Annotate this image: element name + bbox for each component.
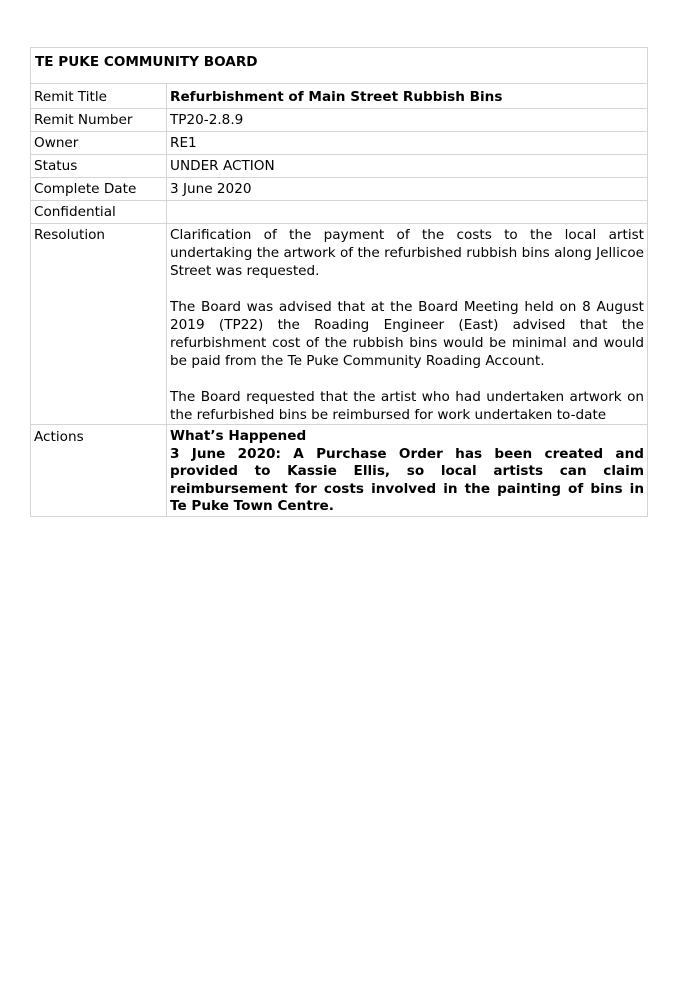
- complete-date-value: 3 June 2020: [167, 178, 648, 201]
- remit-title-value: Refurbishment of Main Street Rubbish Bins: [167, 84, 648, 109]
- remit-number-row: [31, 109, 648, 132]
- remit-title-row: [31, 84, 648, 109]
- resolution-value: [167, 224, 648, 425]
- confidential-label: Confidential: [31, 201, 167, 224]
- complete-date-row: [31, 178, 648, 201]
- board-title: TE PUKE COMMUNITY BOARD: [31, 48, 648, 84]
- confidential-row: [31, 201, 648, 224]
- resolution-paragraph: The Board was advised that at the Board Meeting held on 8 August 2019 (TP22) the Roading Engineer (East) advised that the refurbishment cost of the rubbish bins would be minimal and would be paid from the Te Puke Community Roading Account.: [170, 299, 645, 369]
- status-label: Status: [31, 155, 167, 178]
- remit-table: [30, 47, 648, 517]
- owner-row: [31, 132, 648, 155]
- remit-title-label: Remit Title: [31, 84, 167, 109]
- actions-value: [167, 425, 648, 517]
- resolution-label: Resolution: [31, 224, 167, 425]
- board-header-row: [31, 48, 648, 84]
- status-value: UNDER ACTION: [167, 155, 648, 178]
- resolution-row: [31, 224, 648, 425]
- confidential-value: [167, 201, 648, 224]
- remit-number-value: TP20-2.8.9: [167, 109, 648, 132]
- actions-row: [31, 425, 648, 517]
- actions-update: 3 June 2020: A Purchase Order has been created and provided to Kassie Ellis, so local artists can claim reimbursement for costs involved in the painting of bins in Te Puke Town Centre.: [170, 445, 645, 514]
- resolution-paragraph: Clarification of the payment of the costs to the local artist undertaking the artwork of the refurbished rubbish bins along Jellicoe Street was requested.: [170, 227, 645, 279]
- owner-label: Owner: [31, 132, 167, 155]
- owner-value: RE1: [167, 132, 648, 155]
- remit-number-label: Remit Number: [31, 109, 167, 132]
- complete-date-label: Complete Date: [31, 178, 167, 201]
- actions-label: Actions: [31, 425, 167, 517]
- actions-heading: What’s Happened: [170, 428, 307, 444]
- resolution-paragraph: The Board requested that the artist who had undertaken artwork on the refurbished bins be reimbursed for work undertaken to-date: [170, 389, 645, 423]
- status-row: [31, 155, 648, 178]
